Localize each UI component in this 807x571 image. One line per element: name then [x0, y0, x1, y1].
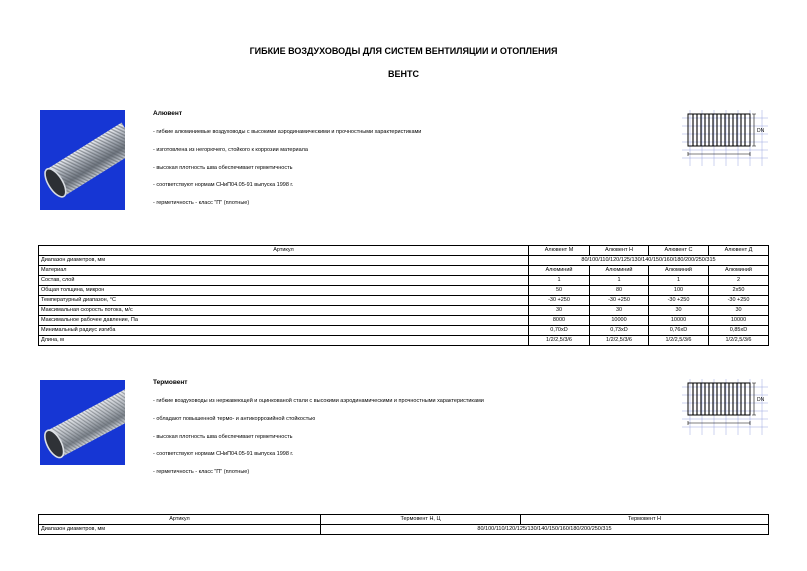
alyuvent-duct-photo	[40, 110, 125, 210]
table-cell: 30	[529, 306, 590, 316]
table-row	[39, 306, 769, 316]
alyuvent-bullet: - гибкие алюминиевые воздуховоды с высокими аэродинамическими и прочностными характеристиками	[153, 129, 422, 135]
diameter-range: 80/100/110/120/125/130/140/150/160/180/200/250/315	[529, 256, 769, 266]
table-cell: 0,70xD	[529, 326, 590, 336]
table-cell: -30 +250	[529, 296, 590, 306]
table-cell: Алюминий	[649, 266, 709, 276]
table-header-cell: Алювент С	[649, 246, 709, 256]
table-cell: 0,85xD	[709, 326, 769, 336]
termovent-bullet: - герметичность - класс "П" (плотные)	[153, 469, 250, 475]
table-cell: 0,76xD	[649, 326, 709, 336]
alyuvent-spec-table	[38, 245, 769, 346]
table-header-cell: Артикул	[39, 515, 321, 525]
row-label: Длина, м	[39, 336, 529, 346]
row-label: Общая толщина, микрон	[39, 286, 529, 296]
table-cell: 1	[529, 276, 590, 286]
termovent-spec-table	[38, 514, 769, 535]
table-header-cell: Термовент Н, Ц	[321, 515, 521, 525]
termovent-duct-photo	[40, 380, 125, 465]
table-row	[39, 326, 769, 336]
table-cell: 2	[709, 276, 769, 286]
table-cell: 100	[649, 286, 709, 296]
table-header-cell: Алювент Н	[590, 246, 649, 256]
table-cell: 1	[649, 276, 709, 286]
alyuvent-bullet: - высокая плотность шва обеспечивает герметичность	[153, 165, 293, 171]
row-label: Диапазон диаметров, мм	[39, 525, 321, 535]
table-header-cell: Артикул	[39, 246, 529, 256]
table-cell: 1	[590, 276, 649, 286]
table-cell: Алюминий	[590, 266, 649, 276]
table-row	[39, 316, 769, 326]
table-cell: 50	[529, 286, 590, 296]
table-cell: 30	[590, 306, 649, 316]
termovent-drawing-label: DN	[757, 397, 765, 403]
row-label: Температурный диапазон, °С	[39, 296, 529, 306]
table-cell: 1/2/2,5/3/6	[590, 336, 649, 346]
table-row	[39, 276, 769, 286]
row-label: Диапазон диаметров, мм	[39, 256, 529, 266]
alyuvent-bullet: - изготовлена из негорючего, стойкого к коррозии материала	[153, 147, 308, 153]
table-cell: -30 +250	[709, 296, 769, 306]
row-label: Максимальная скорость потока, м/с	[39, 306, 529, 316]
table-cell: Алюминий	[529, 266, 590, 276]
termovent-bullet: - обладают повышенной термо- и антикоррозийной стойкостью	[153, 416, 316, 422]
table-cell: -30 +250	[590, 296, 649, 306]
row-label: Максимальное рабочее давление, Па	[39, 316, 529, 326]
table-cell: Алюминий	[709, 266, 769, 276]
table-row	[39, 296, 769, 306]
table-row	[39, 266, 769, 276]
row-label: Материал	[39, 266, 529, 276]
table-cell: 1/2/2,5/3/6	[709, 336, 769, 346]
termovent-title: Термовент	[153, 379, 188, 386]
alyuvent-technical-drawing	[682, 110, 768, 166]
page-title: ГИБКИЕ ВОЗДУХОВОДЫ ДЛЯ СИСТЕМ ВЕНТИЛЯЦИИ И ОТОПЛЕНИЯ	[249, 46, 558, 56]
table-cell: 10000	[649, 316, 709, 326]
table-cell: 8000	[529, 316, 590, 326]
table-cell: 1/2/2,5/3/6	[529, 336, 590, 346]
table-row	[39, 525, 769, 535]
table-cell: 80	[590, 286, 649, 296]
table-cell: 10000	[709, 316, 769, 326]
table-row	[39, 286, 769, 296]
table-cell: 2x50	[709, 286, 769, 296]
alyuvent-bullet: - соответствуют нормам СНиП04.05-91 выпуска 1998 г.	[153, 182, 294, 188]
termovent-bullet: - гибкие воздуховоды из нержавеющей и оцинкованой стали с высокими аэродинамическими и прочностными характеристиками	[153, 398, 484, 404]
alyuvent-drawing-label: DN	[757, 128, 765, 134]
table-header-row	[39, 515, 769, 525]
termovent-bullet: - соответствуют нормам СНиП04.05-91 выпуска 1998 г.	[153, 451, 294, 457]
alyuvent-bullet: - герметичность - класс "П" (плотные)	[153, 200, 250, 206]
table-cell: 10000	[590, 316, 649, 326]
termovent-bullet: - высокая плотность шва обеспечивает герметичность	[153, 434, 293, 440]
table-row	[39, 256, 769, 266]
brand-name: ВЕНТС	[388, 69, 419, 79]
table-cell: 30	[649, 306, 709, 316]
table-cell: 0,73xD	[590, 326, 649, 336]
row-label: Состав, слой	[39, 276, 529, 286]
table-cell: 30	[709, 306, 769, 316]
alyuvent-title: Алювент	[153, 110, 183, 117]
table-header-cell: Алювент Д	[709, 246, 769, 256]
table-header-cell: Алювент М	[529, 246, 590, 256]
table-row	[39, 336, 769, 346]
table-cell: -30 +250	[649, 296, 709, 306]
termovent-technical-drawing	[682, 379, 768, 435]
table-header-row	[39, 246, 769, 256]
table-cell: 1/2/2,5/3/6	[649, 336, 709, 346]
row-label: Минимальный радиус изгиба	[39, 326, 529, 336]
diameter-range: 80/100/110/120/125/130/140/150/160/180/200/250/315	[321, 525, 769, 535]
table-header-cell: Термовент Н	[521, 515, 769, 525]
